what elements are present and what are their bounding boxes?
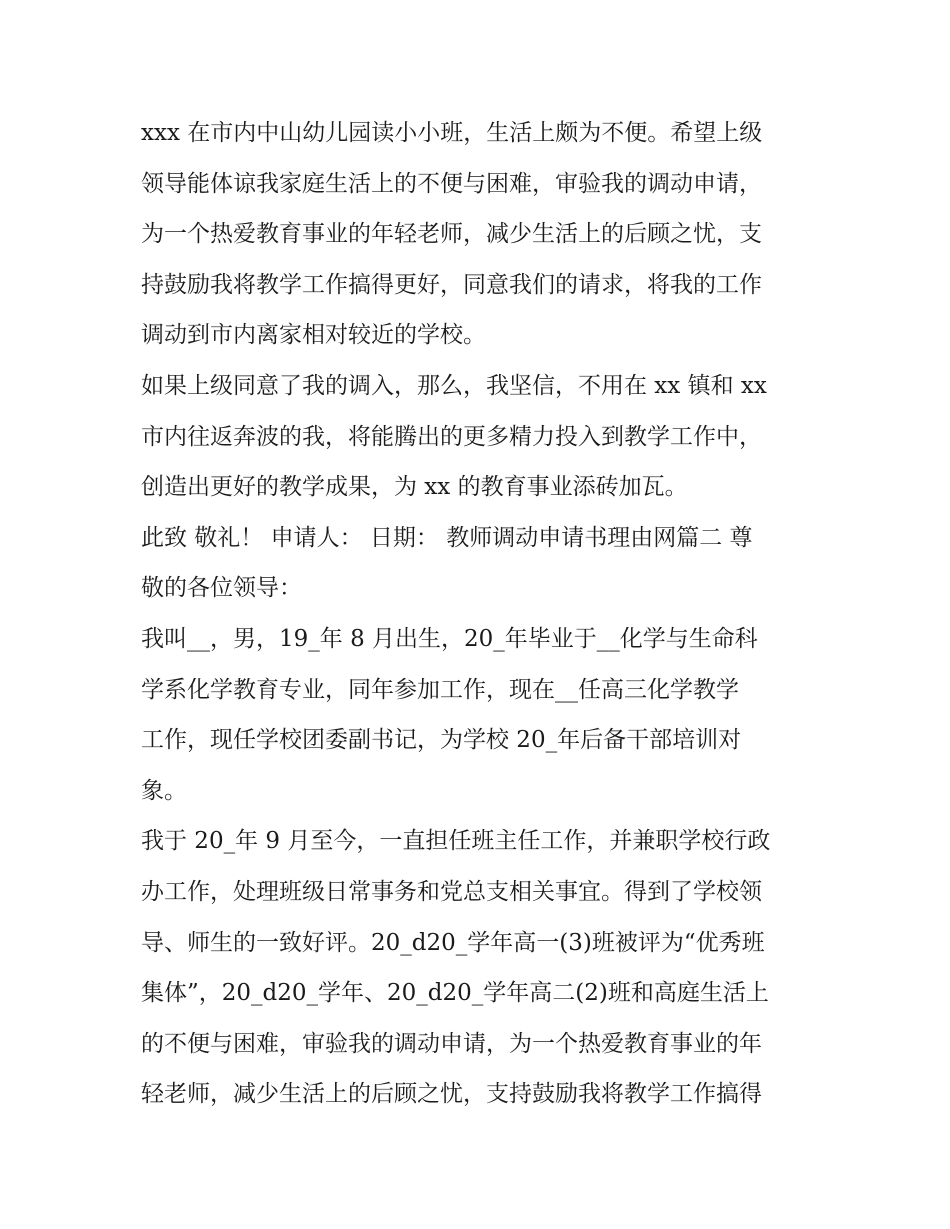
text-line: 我于 20_年 9 月至今，一直担任班主任工作，并兼职学校行政 <box>141 828 771 855</box>
text-line: xxx 在市内中山幼儿园读小小班，生活上颇为不便。希望上级 <box>141 120 763 146</box>
paragraph-1 <box>141 108 821 361</box>
text-line: 调动到市内离家相对较近的学校。 <box>141 322 486 349</box>
paragraph-2 <box>141 361 821 513</box>
text-line: 集体”，20_d20_学年、20_d20_学年高二(2)班和高庭生活上 <box>141 980 769 1007</box>
text-line: 领导能体谅我家庭生活上的不便与困难，审验我的调动申请， <box>141 170 762 197</box>
text-line: 此致 敬礼！ 申请人： 日期： 教师调动申请书理由网篇二 尊 <box>141 524 753 551</box>
text-line: 办工作，处理班级日常事务和党总支相关事宜。得到了学校领 <box>141 878 762 905</box>
text-line: 学系化学教育专业，同年参加工作，现在__任高三化学教学 <box>141 676 739 703</box>
paragraph-4 <box>141 614 821 816</box>
text-line: 市内往返奔波的我，将能腾出的更多精力投入到教学工作中， <box>141 423 762 450</box>
document-body <box>141 108 821 1120</box>
text-line: 轻老师，减少生活上的后顾之忧，支持鼓励我将教学工作搞得 <box>141 1081 762 1108</box>
text-line: 敬的各位领导： <box>141 575 302 602</box>
text-line: 如果上级同意了我的调入，那么，我坚信，不用在 xx 镇和 xx <box>141 372 767 399</box>
text-line: 持鼓励我将教学工作搞得更好，同意我们的请求，将我的工作 <box>141 271 762 298</box>
text-line: 的不便与困难，审验我的调动申请，为一个热爱教育事业的年 <box>141 1030 762 1057</box>
text-line: 创造出更好的教学成果，为 xx 的教育事业添砖加瓦。 <box>141 474 688 501</box>
text-line: 我叫__，男，19_年 8 月出生，20_年毕业于__化学与生命科 <box>141 625 758 652</box>
text-line: 为一个热爱教育事业的年轻老师，减少生活上的后顾之忧，支 <box>141 221 762 248</box>
text-line: 象。 <box>141 777 187 804</box>
text-line: 导、师生的一致好评。20_d20_学年高一(3)班被评为“优秀班 <box>141 929 765 956</box>
text-line: 工作，现任学校团委副书记，为学校 20_年后备干部培训对 <box>141 727 742 754</box>
paragraph-3 <box>141 513 821 614</box>
paragraph-5 <box>141 816 821 1120</box>
